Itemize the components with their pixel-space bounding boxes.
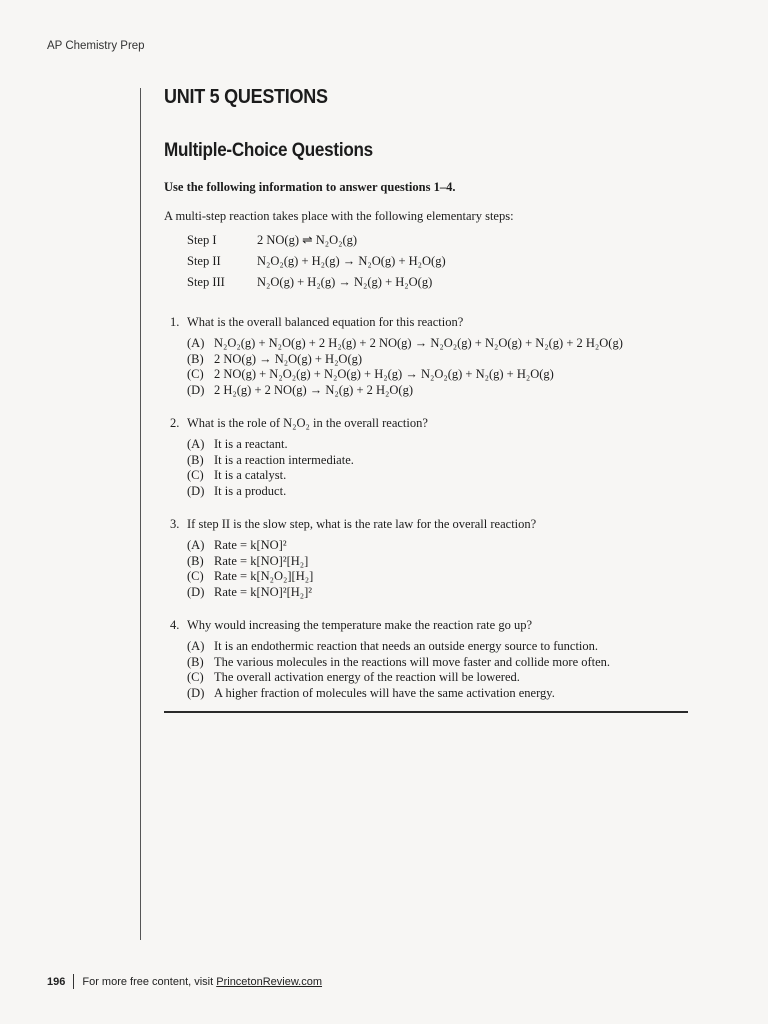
question-stem: [164, 416, 704, 431]
question-text: Why would increasing the temperature make the reaction rate go up?: [187, 618, 532, 632]
choice-letter: (C): [187, 670, 204, 684]
instruction: Use the following information to answer questions 1–4.: [164, 180, 456, 194]
choice-text: 2 NO(g) + N₂O₂(g) + N₂O(g) + H₂(g) → N₂O₂(g) + N₂(g) + H₂O(g): [214, 367, 554, 381]
choice-text: It is a reaction intermediate.: [214, 452, 354, 467]
question-number: 4.: [170, 618, 180, 632]
question-number: 3.: [170, 517, 180, 531]
step-row: [187, 230, 704, 251]
question-stem: [164, 618, 704, 633]
choice-letter: (B): [187, 654, 204, 669]
choice-letter: (A): [187, 336, 205, 350]
question-content: [164, 180, 704, 701]
question-number: 1.: [170, 315, 180, 329]
question-3: [164, 517, 704, 600]
choice-text: Rate = k[NO]²[H₂]²: [214, 584, 313, 599]
answer-choice: [187, 554, 704, 570]
section-end-rule: [164, 711, 688, 713]
margin-rule: [140, 88, 141, 940]
choice-text: 2 H₂(g) + 2 NO(g) → N₂(g) + 2 H₂O(g): [214, 382, 414, 397]
running-head: AP Chemistry Prep: [47, 40, 145, 52]
answer-choices: [187, 639, 704, 701]
choice-text: 2 NO(g) → N₂O(g) + H₂O(g): [214, 351, 363, 366]
choice-letter: (B): [187, 553, 204, 568]
question-4: [164, 618, 704, 701]
footer-text: For more free content, visit: [82, 975, 214, 988]
answer-choice: [187, 383, 704, 399]
choice-text: The various molecules in the reactions will move faster and collide more often.: [214, 654, 611, 669]
answer-choice: [187, 538, 704, 554]
choice-letter: (D): [187, 483, 205, 498]
question-text: What is the role of N₂O₂ in the overall reaction?: [187, 416, 428, 430]
answer-choice: [187, 655, 704, 671]
answer-choices: [187, 336, 704, 398]
answer-choice: [187, 468, 704, 484]
answer-choice: [187, 437, 704, 453]
choice-letter: (D): [187, 382, 205, 397]
answer-choice: [187, 686, 704, 702]
answer-choice: [187, 484, 704, 500]
unit-title: UNIT 5 QUESTIONS: [164, 86, 328, 108]
section-title: Multiple-Choice Questions: [164, 140, 373, 161]
answer-choice: [187, 670, 704, 686]
choice-text: It is a product.: [214, 483, 287, 498]
answer-choice: [187, 569, 704, 585]
choice-text: Rate = k[NO]²: [214, 538, 287, 552]
step-label: Step III: [187, 275, 225, 289]
choice-letter: (A): [187, 437, 205, 451]
elementary-steps: [187, 230, 704, 293]
step-equation: N₂O₂(g) + H₂(g) → N₂O(g) + H₂O(g): [257, 254, 446, 268]
choice-letter: (B): [187, 452, 204, 467]
choice-text: A higher fraction of molecules will have the same activation energy.: [214, 685, 555, 700]
choice-text: It is a catalyst.: [214, 468, 287, 482]
choice-letter: (C): [187, 569, 204, 583]
answer-choice: [187, 639, 704, 655]
step-equation: 2 NO(g) ⇌ N₂O₂(g): [257, 233, 358, 247]
step-equation: N₂O(g) + H₂(g) → N₂(g) + H₂O(g): [257, 275, 433, 289]
step-row: [187, 251, 704, 272]
page-footer: [47, 974, 322, 989]
question-2: [164, 416, 704, 499]
choice-text: Rate = k[N₂O₂][H₂]: [214, 569, 314, 583]
question-text: If step II is the slow step, what is the rate law for the overall reaction?: [187, 517, 537, 531]
answer-choices: [187, 538, 704, 600]
question-stem: [164, 517, 704, 532]
answer-choice: [187, 367, 704, 383]
choice-text: Rate = k[NO]²[H₂]: [214, 553, 309, 568]
footer-divider: [73, 974, 74, 989]
princeton-review-link[interactable]: PrincetonReview.com: [216, 975, 323, 988]
step-row: [187, 272, 704, 293]
answer-choice: [187, 352, 704, 368]
choice-letter: (C): [187, 367, 204, 381]
page-number: 196: [47, 975, 66, 988]
answer-choice: [187, 453, 704, 469]
step-label: Step II: [187, 254, 221, 268]
answer-choice: [187, 336, 704, 352]
question-stem: [164, 315, 704, 330]
choice-letter: (D): [187, 584, 205, 599]
choice-letter: (A): [187, 639, 205, 653]
choice-letter: (D): [187, 685, 205, 700]
question-text: What is the overall balanced equation for this reaction?: [187, 315, 464, 329]
intro-text: A multi-step reaction takes place with the following elementary steps:: [164, 209, 514, 223]
choice-letter: (B): [187, 351, 204, 366]
choice-text: N₂O₂(g) + N₂O(g) + 2 H₂(g) + 2 NO(g) → N₂O₂(g) + N₂O(g) + N₂(g) + 2 H₂O(g): [214, 336, 623, 350]
choice-text: The overall activation energy of the reaction will be lowered.: [214, 670, 520, 684]
choice-letter: (C): [187, 468, 204, 482]
step-label: Step I: [187, 233, 217, 247]
choice-letter: (A): [187, 538, 205, 552]
question-1: [164, 315, 704, 398]
answer-choices: [187, 437, 704, 499]
choice-text: It is a reactant.: [214, 437, 288, 451]
choice-text: It is an endothermic reaction that needs an outside energy source to function.: [214, 639, 599, 653]
answer-choice: [187, 585, 704, 601]
question-number: 2.: [170, 416, 180, 430]
